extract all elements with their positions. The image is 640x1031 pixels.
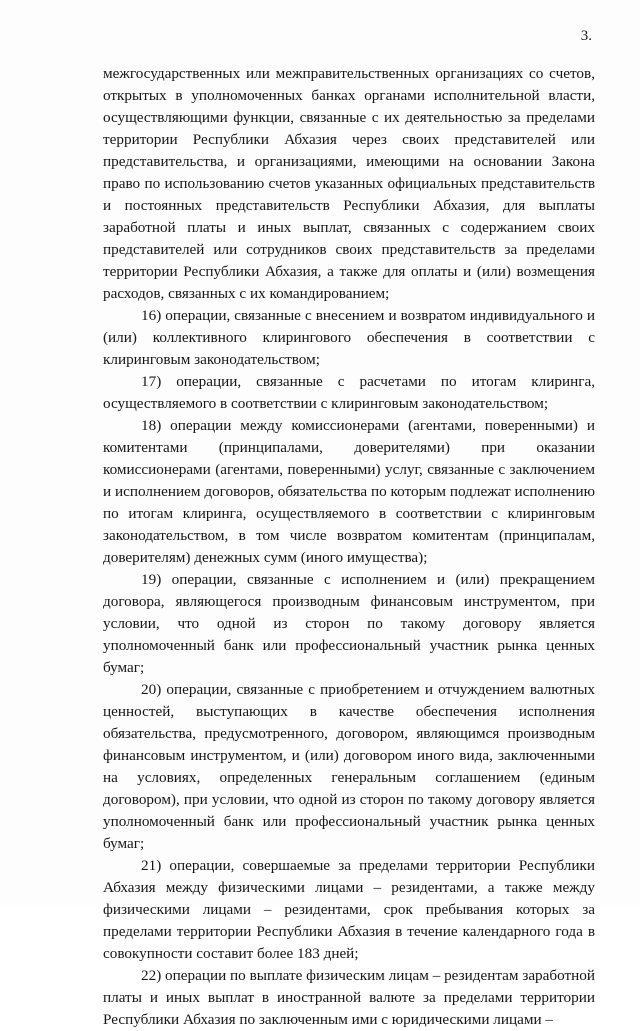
page-number: 3. xyxy=(580,28,592,44)
document-body xyxy=(103,63,595,1031)
paragraph-item-21: 21) операции, совершаемые за пределами территории Республики Абхазия между физическими лицами – резидентами, а также между физическими лицами – резидентами, срок пребывания которых за пределами территории Республики Абхазия в течение календарного года в совокупности составит более 183 дней; xyxy=(103,857,595,962)
paragraph-item-18: 18) операции между комиссионерами (агентами, поверенными) и комитентами (принципалами, доверителями) при оказании комиссионерами (агентами, поверенными) услуг, связанные с заключением и исполнением договоров, обязательства по которым подлежат исполнению по итогам клиринга, осуществляемого в соответствии с клиринговым законодательством, в том числе возвратом комитентам (принципалам, доверителям) денежных сумм (иного имущества); xyxy=(103,417,595,566)
paragraph-item-16: 16) операции, связанные с внесением и возвратом индивидуального и (или) коллективного клирингового обеспечения в соответствии с клиринговым законодательством; xyxy=(103,307,595,368)
paragraph-item-22: 22) операции по выплате физическим лицам – резидентам заработной платы и иных выплат в иностранной валюте за пределами территории Республики Абхазия по заключенным ими с юридическими лицами – xyxy=(103,967,595,1028)
paragraph-item-19: 19) операции, связанные с исполнением и (или) прекращением договора, являющегося производным финансовым инструментом, при условии, что одной из сторон по такому договору является уполномоченный банк или профессиональный участник рынка ценных бумаг; xyxy=(103,571,595,676)
paragraph-continuation: межгосударственных или межправительственных организациях со счетов, открытых в уполномоченных банках органами исполнительной власти, осуществляющими функции, связанные с их деятельностью за пределами территории Республики Абхазия через своих представителей или представительства, и организациями, имеющими на основании Закона право по использованию счетов указанных официальных представительств и постоянных представительств Республики Абхазия, для выплаты заработной платы и иных выплат, связанных с содержанием своих представителей или сотрудников своих представительств за пределами территории Республики Абхазия, а также для оплаты и (или) возмещения расходов, связанных с их командированием; xyxy=(103,65,595,302)
paragraph-item-20: 20) операции, связанные с приобретением и отчуждением валютных ценностей, выступающих в качестве обеспечения исполнения обязательства, предусмотренного, договором, являющимся производным финансовым инструментом, и (или) договором иного вида, заключенными на условиях, определенных генеральным соглашением (единым договором), при условии, что одной из сторон по такому договору является уполномоченный банк или профессиональный участник рынка ценных бумаг; xyxy=(103,681,595,852)
paragraph-item-17: 17) операции, связанные с расчетами по итогам клиринга, осуществляемого в соответствии с клиринговым законодательством; xyxy=(103,373,595,412)
